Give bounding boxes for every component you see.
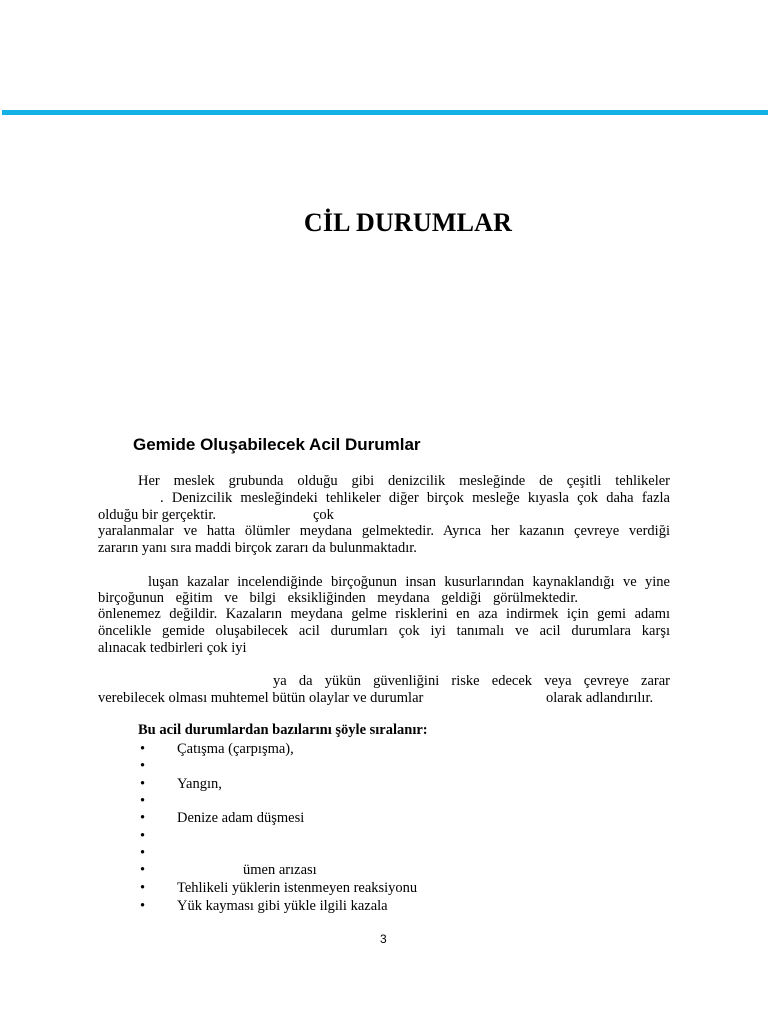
bullet-icon: •: [140, 845, 146, 861]
list-item: Çatışma (çarpışma),: [177, 741, 294, 757]
paragraph1-line4: yaralanmalar ve hatta ölümler meydana gelmektedir. Ayrıca her kazanın çevreye verdiği: [98, 523, 670, 539]
bullet-icon: •: [140, 898, 146, 914]
chapter-title: CİL DURUMLAR: [303, 208, 513, 237]
list-item: ümen arızası: [243, 862, 317, 878]
bullet-icon: •: [140, 880, 146, 896]
bullet-icon: •: [140, 741, 146, 757]
paragraph2-line4: öncelikle gemide oluşabilecek acil durumları çok iyi tanımalı ve acil durumlara karşı: [98, 623, 670, 639]
bullet-icon: •: [140, 793, 146, 809]
paragraph1-line1: Her meslek grubunda olduğu gibi denizcilik mesleğinde de çeşitli tehlikeler: [138, 473, 670, 489]
paragraph3-line1: ya da yükün güvenliğini riske edecek veya çevreye zarar: [273, 673, 670, 689]
list-item: Tehlikeli yüklerin istenmeyen reaksiyonu: [177, 880, 418, 896]
paragraph1-line2: . Denizcilik mesleğindeki tehlikeler diğer birçok mesleğe kıyasla çok daha fazla: [160, 490, 670, 506]
paragraph3-line2a: verebilecek olması muhtemel bütün olaylar ve durumlar: [98, 690, 424, 706]
paragraph3-line2b: olarak adlandırılır.: [546, 690, 654, 706]
list-item: Yük kayması gibi yükle ilgili kazala: [177, 898, 388, 914]
page-number: 3: [380, 932, 387, 946]
list-heading: Bu acil durumlardan bazılarını şöyle sıralanır:: [138, 722, 428, 738]
list-item: Yangın,: [177, 776, 222, 792]
bullet-icon: •: [140, 828, 146, 844]
bullet-icon: •: [140, 810, 146, 826]
paragraph1-line3b: çok: [313, 507, 334, 523]
header-rule: [2, 110, 768, 115]
paragraph2-line1: luşan kazalar incelendiğinde birçoğunun insan kusurlarından kaynaklandığı ve yine: [148, 574, 670, 590]
paragraph1-line3a: olduğu bir gerçektir.: [98, 507, 216, 523]
paragraph2-line3: önlenemez değildir. Kazaların meydana gelme risklerini en aza indirmek için gemi adamı: [98, 606, 670, 622]
bullet-icon: •: [140, 862, 146, 878]
bullet-icon: •: [140, 776, 146, 792]
paragraph1-line5: zararın yanı sıra maddi birçok zararı da bulunmaktadır.: [98, 540, 417, 556]
paragraph2-line2: birçoğunun eğitim ve bilgi eksikliğinden meydana geldiği görülmektedir.: [98, 590, 578, 606]
section-heading: Gemide Oluşabilecek Acil Durumlar: [133, 435, 421, 454]
list-item: Denize adam düşmesi: [177, 810, 305, 826]
bullet-icon: •: [140, 758, 146, 774]
paragraph2-line5: alınacak tedbirleri çok iyi: [98, 640, 247, 656]
